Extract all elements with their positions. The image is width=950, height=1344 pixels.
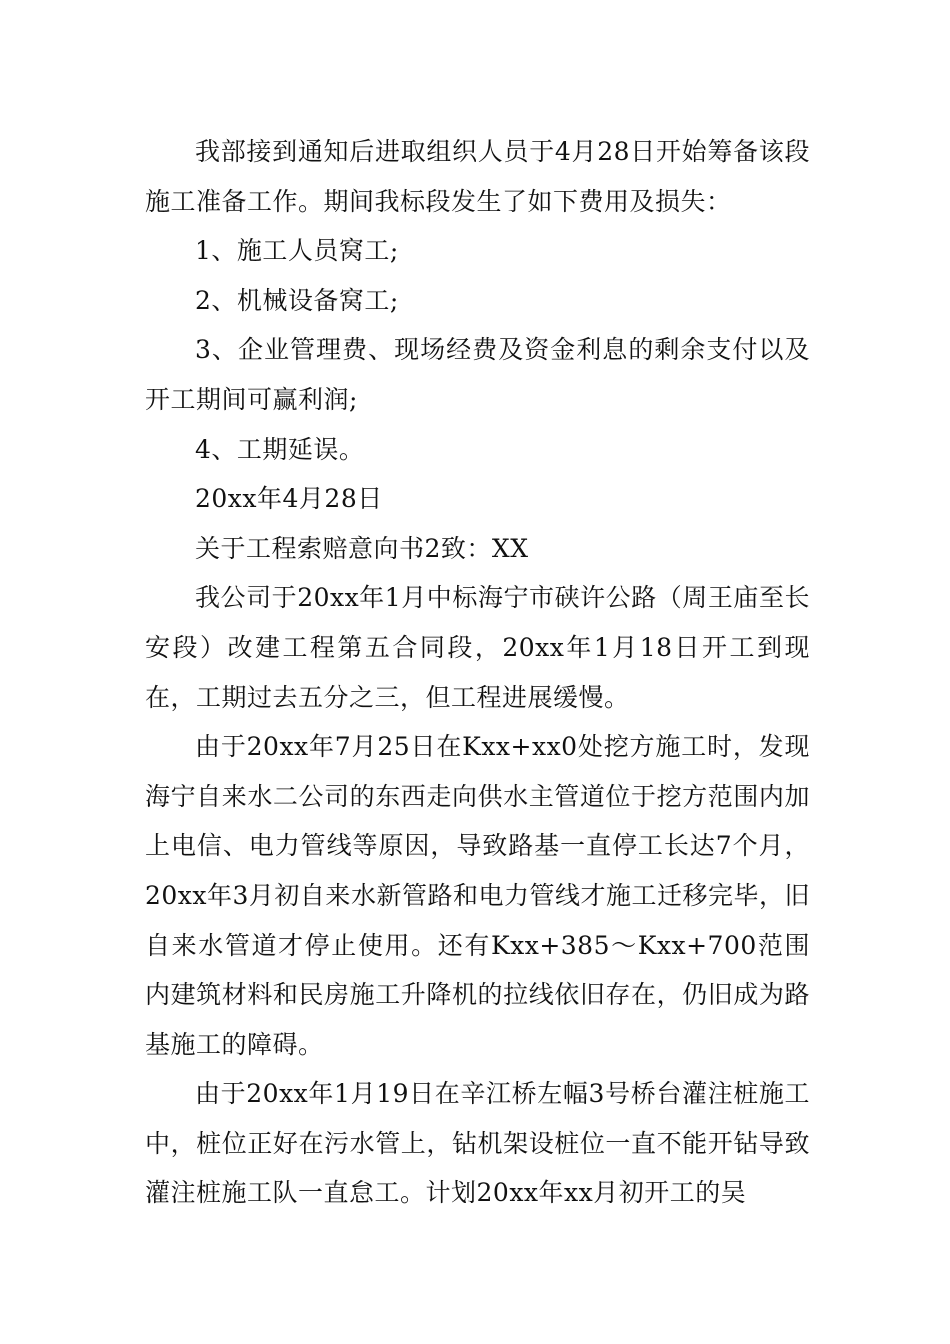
paragraph-item-4: 4、工期延误。: [195, 434, 365, 464]
paragraph-item-3: 3、企业管理费、现场经费及资金利息的剩余支付以及开工期间可赢利润;: [145, 335, 810, 414]
paragraph-preparation: 我部接到通知后进取组织人员于4月28日开始筹备该段施工准备工作。期间我标段发生了如下费用及损失：: [145, 137, 810, 216]
paragraph-item-1: 1、施工人员窝工;: [195, 236, 399, 266]
paragraph-date: 20xx年4月28日: [195, 484, 383, 514]
paragraph-bridge-delay: 由于20xx年1月19日在辛江桥左幅3号桥台灌注桩施工中，桩位正好在污水管上，钻机架设桩位一直不能开钻导致灌注桩施工队一直怠工。计划20xx年xx月初开工的吴: [145, 1079, 810, 1208]
paragraph-contract-intro: 我公司于20xx年1月中标海宁市硖许公路（周王庙至长安段）改建工程第五合同段，20xx年1月18日开工到现在，工期过去五分之三，但工程进展缓慢。: [145, 583, 810, 712]
paragraph-pipeline-delay: 由于20xx年7月25日在Kxx+xx0处挖方施工时，发现海宁自来水二公司的东西走向供水主管道位于挖方范围内加上电信、电力管线等原因，导致路基一直停工长达7个月，20xx年3月初自来水新管路和电力管线才施工迁移完毕，旧自来水管道才停止使用。还有Kxx+385～Kxx+700范围内建筑材料和民房施工升降机的拉线依旧存在，仍旧成为路基施工的障碍。: [145, 732, 810, 1059]
paragraph-item-2: 2、机械设备窝工;: [195, 285, 399, 315]
document-body: [145, 127, 810, 1218]
paragraph-heading-addressee: 关于工程索赔意向书2致：XX: [195, 533, 529, 563]
